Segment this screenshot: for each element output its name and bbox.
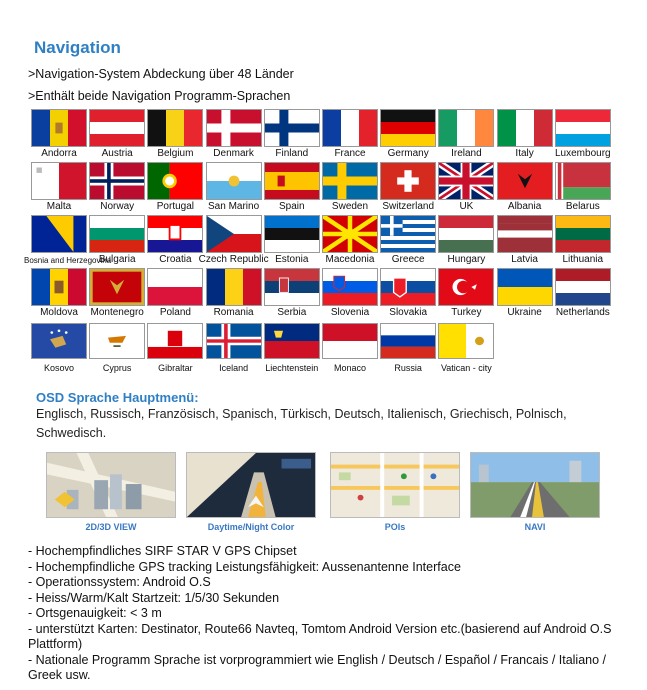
flag-cell [263,215,321,268]
flag-cell [554,162,612,215]
flag-image [264,162,320,200]
flag-label: Montenegro [90,307,144,318]
flag-image [31,162,87,200]
flag-cell [205,109,263,162]
flag-image [147,323,203,359]
flag-label: Belgium [157,148,194,159]
flag-label: Russia [394,363,422,373]
flag-label: Italy [515,148,534,159]
flag-image [438,109,494,147]
flag-cell [146,321,204,374]
flag-image [264,268,320,306]
flag-cell [321,268,379,321]
flag-image [380,323,436,359]
flag-cell [379,109,437,162]
screenshot-strip [46,452,600,534]
flag-cell [379,162,437,215]
flag-label: Iceland [219,363,249,373]
flag-label: Norway [100,201,135,212]
flag-label: Malta [46,201,72,212]
flag-cell [263,162,321,215]
flag-cell [198,215,269,268]
flag-label: Czech Republic [198,254,269,265]
flag-image [31,268,87,306]
coverage-line: >Navigation-System Abdeckung über 48 Länder [28,67,294,81]
flag-label: Liechtenstein [265,363,319,373]
flag-label: Ireland [451,148,482,159]
flag-image [31,215,87,253]
flag-image [555,215,611,253]
caption-pois: POIs [384,522,406,532]
flag-label: Sweden [331,201,369,212]
screen-pois [330,452,460,534]
flag-cell [554,268,612,321]
flag-label: Croatia [159,254,192,265]
flag-label: Turkey [451,307,482,318]
flag-label: Romania [213,307,254,318]
osd-heading: OSD Sprache Hauptmenü: [36,390,199,405]
flag-label: Spain [279,201,305,212]
flag-cell [146,162,204,215]
flag-cell [321,162,379,215]
flag-cell [379,321,437,374]
flag-cell [146,109,204,162]
flag-image [380,162,436,200]
feature-item: - Hochempfindliches SIRF STAR V GPS Chipset [28,544,297,558]
flag-cell [437,215,495,268]
2d3d-view-image [46,452,176,518]
flag-label: San Marino [208,201,260,212]
flag-image [89,162,145,200]
flag-cell [321,109,379,162]
flag-cell [30,162,88,215]
flag-grid [24,109,620,379]
flag-cell [496,162,554,215]
flag-image [147,162,203,200]
flag-image [497,109,553,147]
flag-image [89,215,145,253]
flag-image [147,215,203,253]
flag-image [322,109,378,147]
flag-cell [321,321,379,374]
flag-label: Estonia [275,254,309,265]
flag-cell [263,268,321,321]
flag-image [89,268,145,306]
flag-label: Germany [387,148,429,159]
flag-label: Belarus [565,201,600,212]
flag-label: Denmark [213,148,254,159]
caption-navi: NAVI [524,522,546,532]
flag-image [497,162,553,200]
flag-cell [146,215,204,268]
flag-label: Andorra [41,148,77,159]
flag-image [555,268,611,306]
flag-cell [30,109,88,162]
flag-image [147,109,203,147]
flag-label: Monaco [333,363,367,373]
page-title: Navigation [34,38,121,57]
flag-label: Hungary [447,254,486,265]
feature-item: - Nationale Programm Sprache ist vorprogrammiert wie English / Deutsch / Español / Francais / Italiano / Greek usw. [28,652,607,682]
flag-label: Ukraine [507,307,542,318]
flag-label: France [334,148,366,159]
flag-cell [263,109,321,162]
flag-image [438,215,494,253]
flag-cell [437,268,495,321]
flag-label: Luxembourg [555,148,611,159]
flag-cell [496,268,554,321]
flag-cell [321,215,379,268]
flag-cell [30,268,88,321]
flag-cell [263,321,321,374]
flag-cell [30,321,88,374]
flag-label: Kosovo [43,363,75,373]
daytime-night-image [186,452,316,518]
flag-image [438,162,494,200]
flag-image [322,162,378,200]
flag-cell [554,109,612,162]
flag-image [264,323,320,359]
flag-image [206,323,262,359]
caption-2d3d-view: 2D/3D VIEW [85,522,137,532]
flag-cell [496,215,554,268]
flag-label: Latvia [511,254,538,265]
flag-image [380,215,436,253]
flag-image [322,268,378,306]
flag-image [497,215,553,253]
flag-label: UK [459,201,474,212]
flag-image [206,109,262,147]
flag-cell [437,162,495,215]
flag-label: Greece [391,254,425,265]
flag-image [438,323,494,359]
flag-cell [88,268,146,321]
flag-label: Slovakia [389,307,428,318]
feature-item: - Hochempfindliche GPS tracking Leistungsfähigkeit: Aussenantenne Interface [28,559,461,574]
feature-item: - unterstützt Karten: Destinator, Route66 Navteq, Tomtom Android Version etc.(basierend auf Android O.S Plattform) [28,621,612,651]
flag-label: Portugal [156,201,195,212]
screen-daytime-night [186,452,316,534]
feature-item: - Heiss/Warm/Kalt Startzeit: 1/5/30 Sekunden [28,590,280,605]
flag-image [555,162,611,200]
flag-cell [205,268,263,321]
feature-item: - Operationssystem: Android O.S [28,575,211,589]
flag-label: Poland [159,307,191,318]
flag-image [322,323,378,359]
flag-image [147,268,203,306]
screen-navi [470,452,600,534]
flag-image [322,215,378,253]
flag-label: Bulgaria [98,254,136,265]
flag-label: Serbia [277,307,307,318]
feature-list [28,544,628,684]
flag-label: Vatican - city [440,363,492,373]
flag-cell [379,215,437,268]
flag-image [438,268,494,306]
flag-label: Cyprus [102,363,132,373]
flag-label: Netherlands [555,307,610,318]
osd-languages: Englisch, Russisch, Französisch, Spanisch, Türkisch, Deutsch, Italienisch, Griechisch, Polnisch, Schwedisch. [36,407,567,440]
flag-image [380,109,436,147]
flag-image [380,268,436,306]
flag-cell [88,321,146,374]
flag-image [89,323,145,359]
flag-cell [496,109,554,162]
flag-cell [24,215,112,268]
flag-image [206,268,262,306]
flag-label: Slovenia [330,307,370,318]
flag-cell [437,321,495,374]
flag-image [31,323,87,359]
flag-image [497,268,553,306]
languages-line: >Enthält beide Navigation Programm-Sprachen [28,89,291,103]
navi-image [470,452,600,518]
flag-image [31,109,87,147]
flag-cell [437,109,495,162]
flag-image [206,215,262,253]
feature-item: - Ortsgenauigkeit: < 3 m [28,606,162,620]
flag-label: Lithuania [562,254,604,265]
flag-label: Albania [507,201,542,212]
flag-image [89,109,145,147]
flag-cell [205,321,263,374]
flag-cell [88,162,146,215]
flag-cell [554,215,612,268]
flag-label: Gibraltar [158,363,193,373]
flag-label: Switzerland [382,201,435,212]
pois-image [330,452,460,518]
flag-label: Bosnia and Herzegovina [24,256,112,265]
flag-image [264,215,320,253]
screen-2d3d-view [46,452,176,534]
flag-cell [205,162,263,215]
flag-label: Austria [101,148,133,159]
caption-daytime-night: Daytime/Night Color [207,522,295,532]
flag-cell [88,215,146,268]
flag-image [264,109,320,147]
flag-image [206,162,262,200]
flag-label: Macedonia [325,254,375,265]
flag-label: Finland [275,148,309,159]
flag-image [555,109,611,147]
flag-cell [146,268,204,321]
flag-cell [88,109,146,162]
flag-cell [379,268,437,321]
flag-label: Moldova [40,307,78,318]
